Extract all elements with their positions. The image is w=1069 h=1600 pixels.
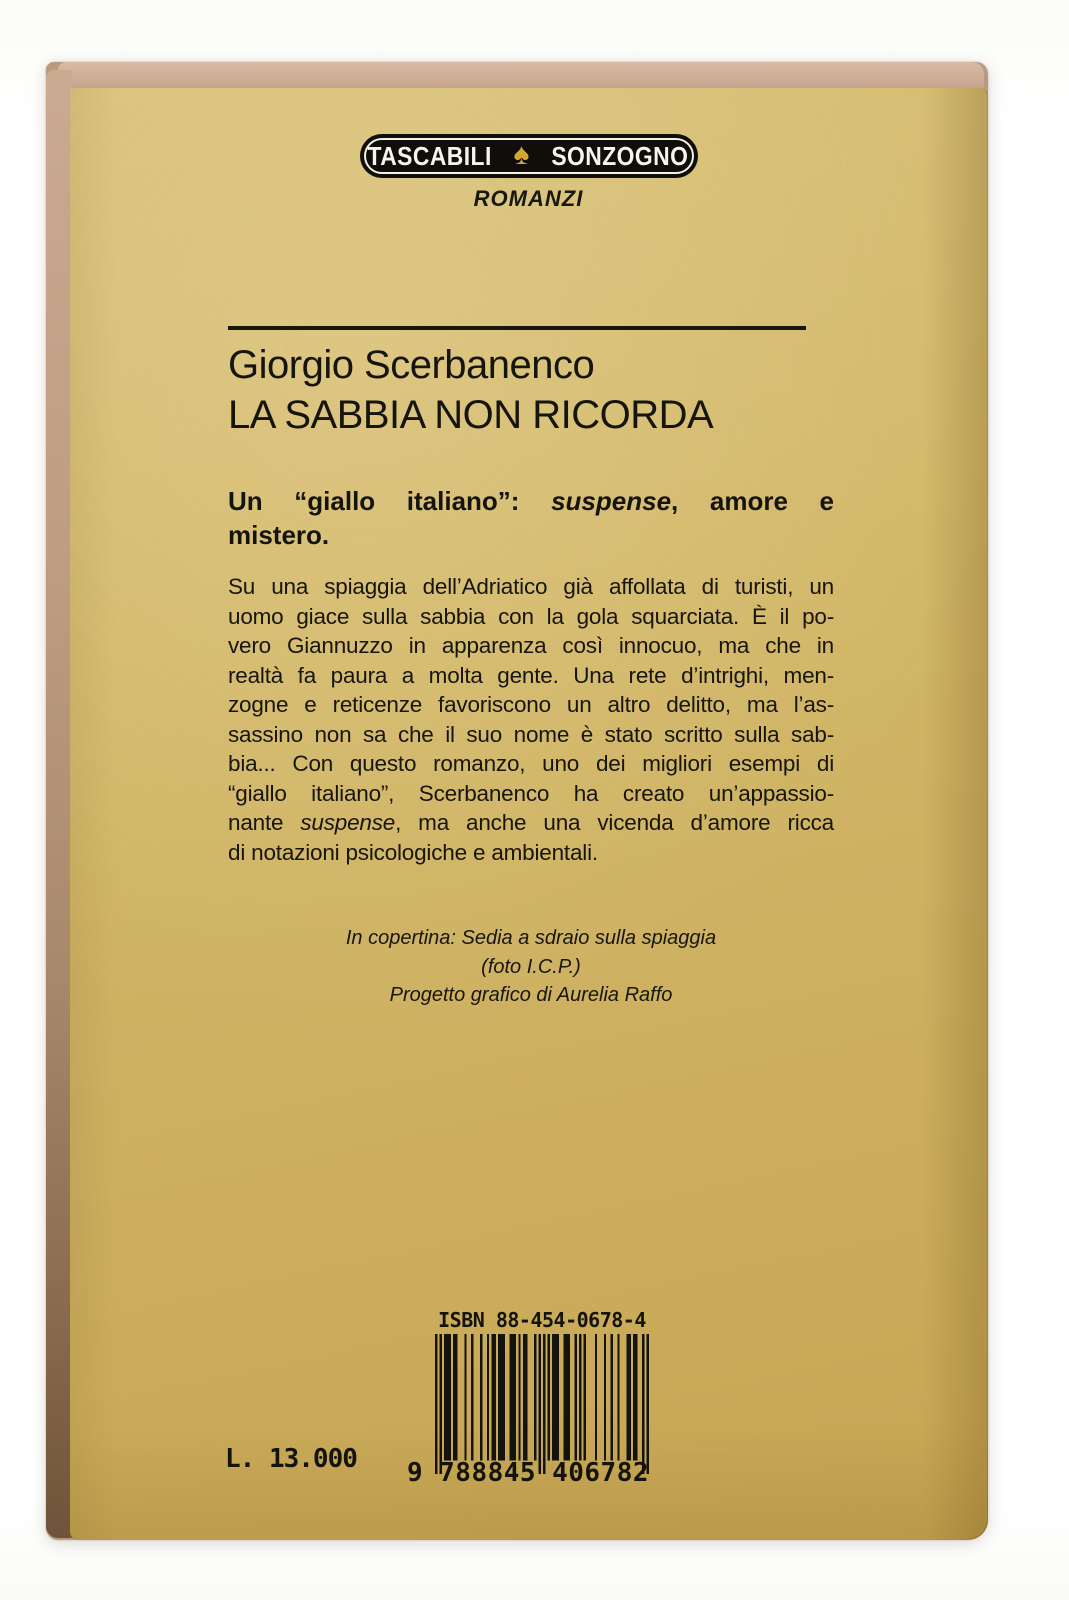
credit-line-graphic-design: Progetto grafico di Aurelia Raffo [389,984,673,1006]
lead-paragraph: Un “giallo italiano”: suspense, amore e mistero. [228,486,834,550]
price-label: L. 13.000 [225,1444,357,1474]
credit-line-cover-photo: In copertina: Sedia a sdraio sulla spiaggia [345,927,717,949]
ean-digit-group-prefix: 9 [407,1458,424,1488]
divider-rule [228,326,806,330]
book-pages-top-edge [58,62,984,90]
series-label: ROMANZI [473,186,584,211]
book [46,62,988,1540]
ean-digit-group-left: 788845 [439,1458,537,1488]
book-pages-left-edge [46,70,72,1538]
barcode-bars [435,1334,649,1474]
credit-line-photo-agency: (foto I.C.P.) [481,955,581,978]
isbn-label: ISBN 88-454-0678-4 [438,1308,646,1332]
ean-digits [407,1458,649,1488]
imprint-tascabili-label: TASCABILI [367,140,492,171]
author-name: Giorgio Scerbanenco [228,343,595,387]
cover-credits [228,924,834,1010]
title-block [228,340,868,440]
synopsis-paragraph: Su una spiaggia dell’Adriatico già affollata di turisti, un uomo giace sulla sabbia con la gola squarciata. È il po- vero Giannuzzo in apparenza così innocuo, ma che in realtà fa paura a molta gente. Una rete d’intrighi, men- zogne e reticenze favoriscono un altro delitto, ma l’as- sassino non sa che il suo nome è stato scritto sulla sab- bia... Con questo romanzo, uno dei migliori esempi di “giallo italiano”, Scerbanenco ha creato un’appassio- nante suspense, ma anche una vicenda d’amore ricca di notazioni psicologiche e ambientali. [228,574,834,865]
imprint-sonzogno-label: SONZOGNO [551,140,689,171]
barcode [407,1334,649,1504]
back-cover [70,88,988,1540]
book-title: LA SABBIA NON RICORDA [228,393,714,437]
publisher-logo [360,134,698,178]
spade-icon: ♠ [513,137,530,171]
ean-digit-group-right: 406782 [552,1458,649,1488]
